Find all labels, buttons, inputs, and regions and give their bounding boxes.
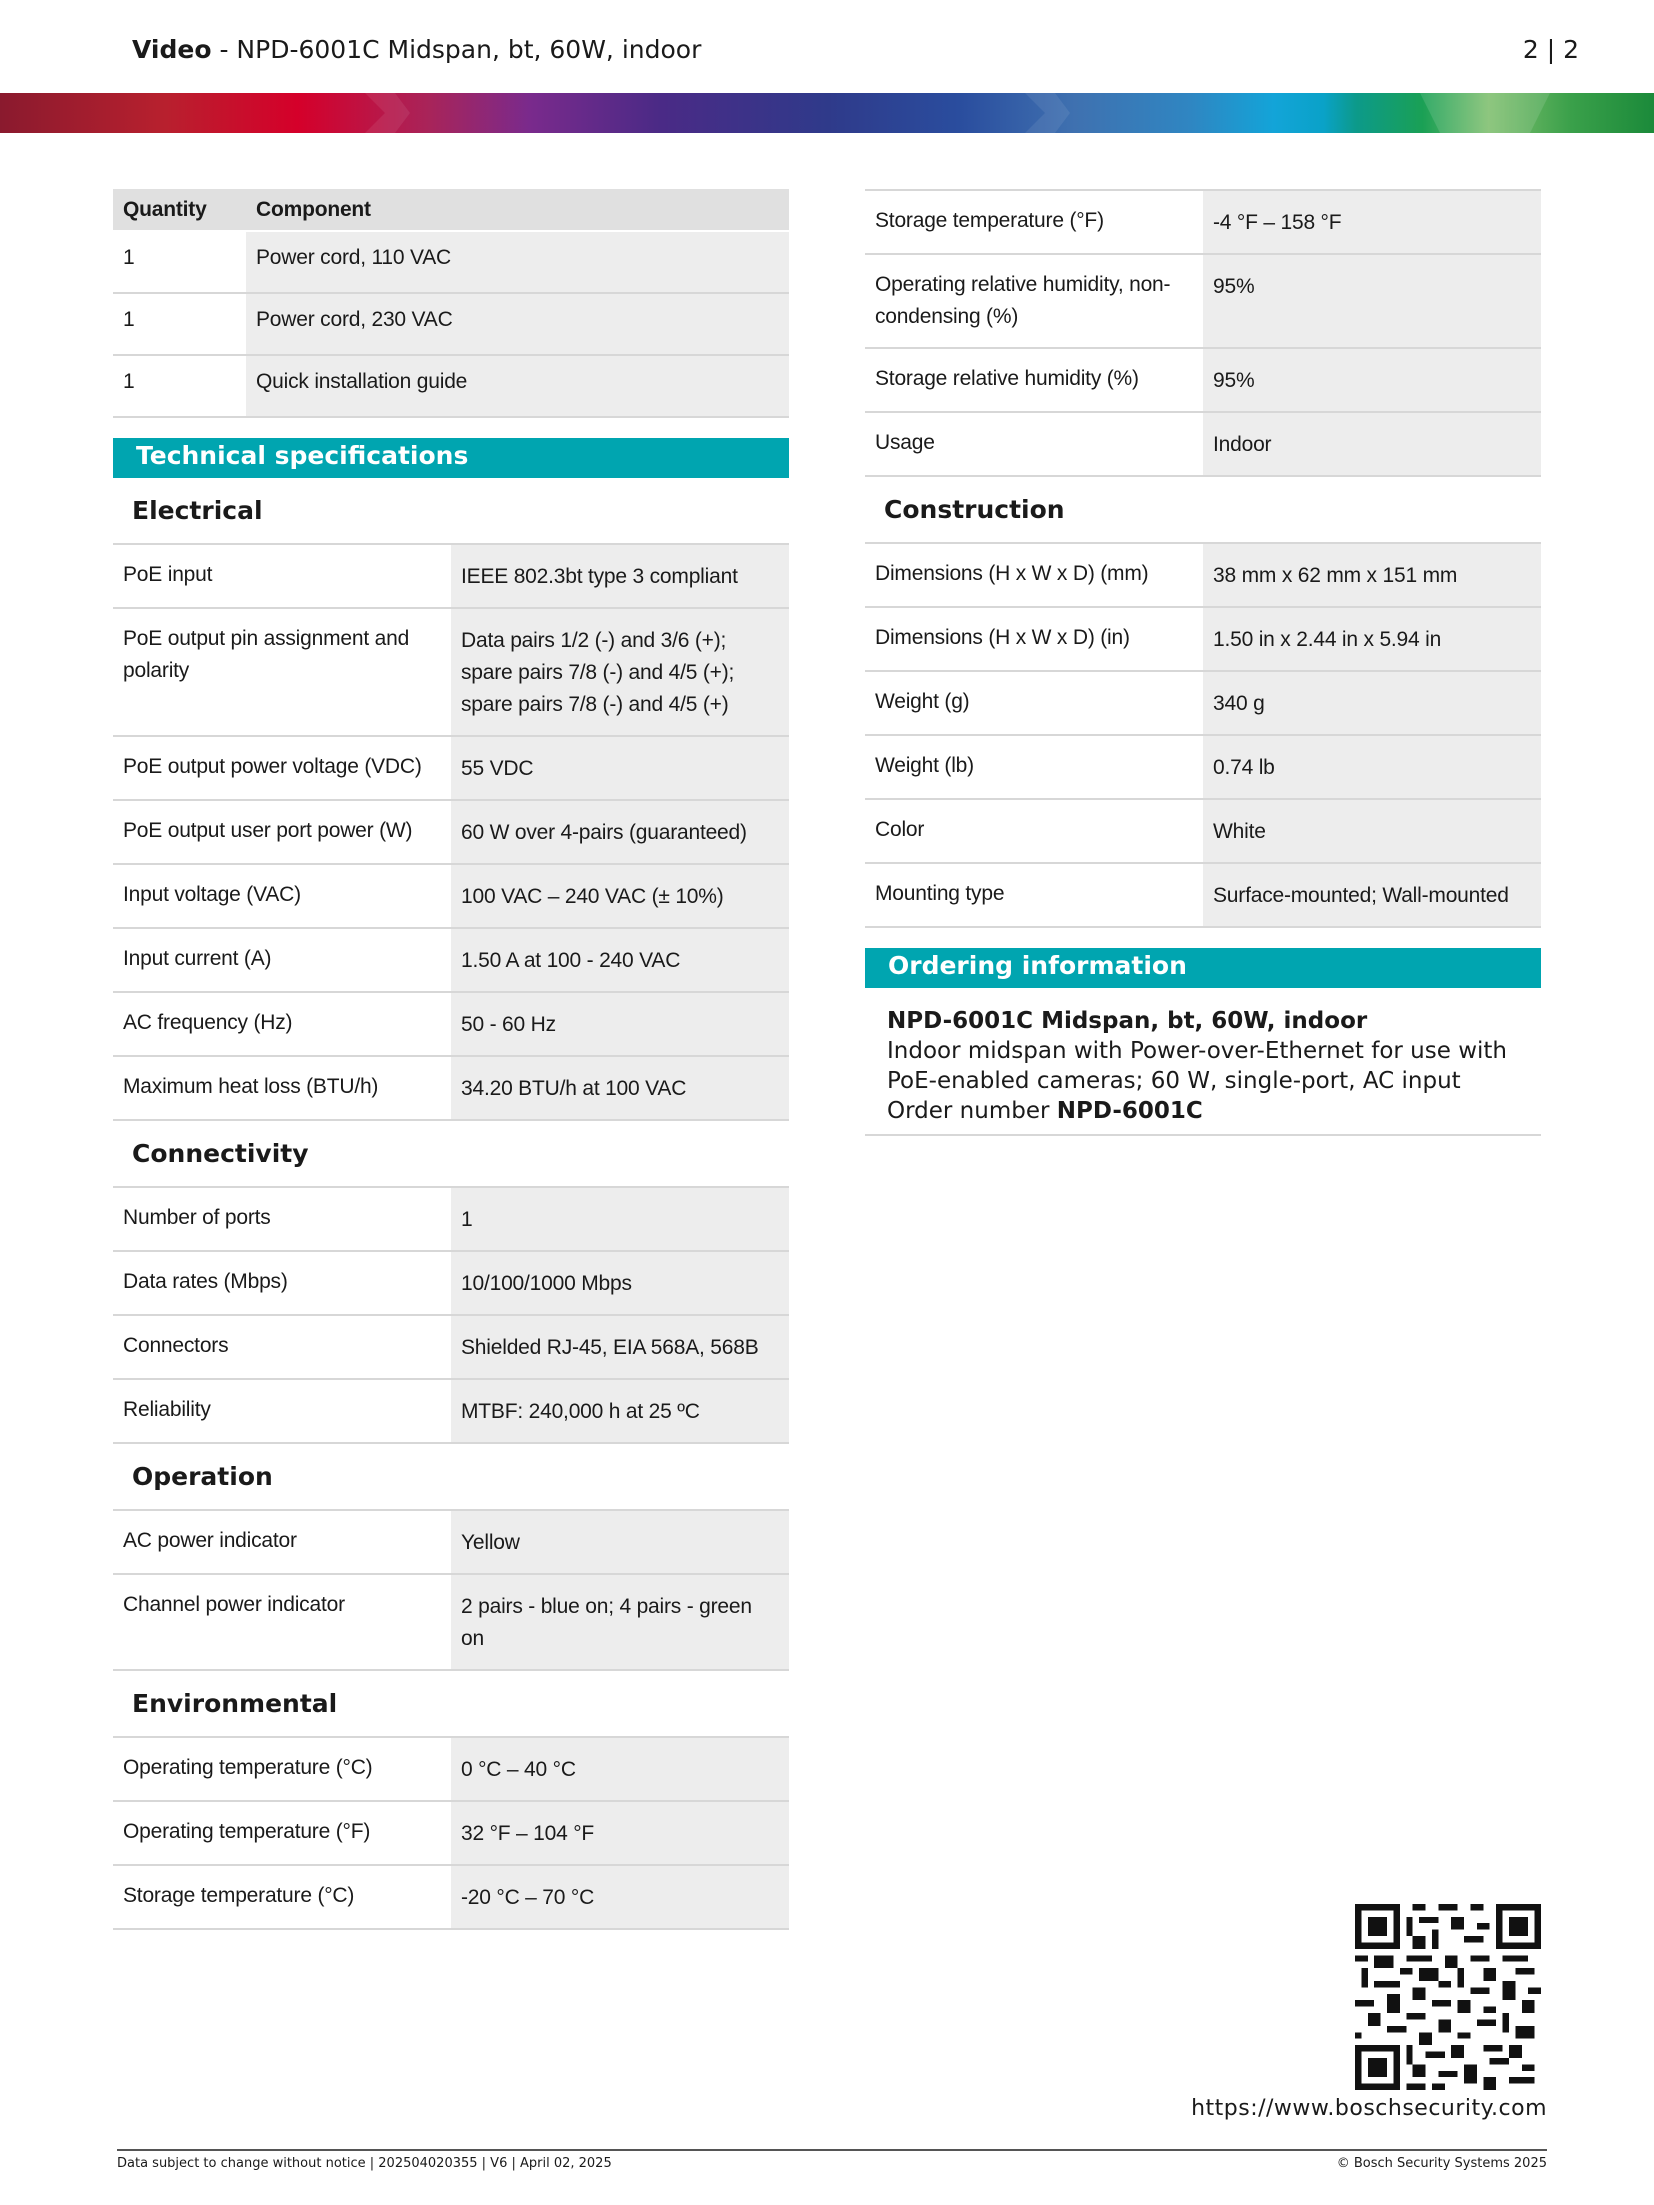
ordering-order-line (887, 1096, 1519, 1126)
spec-key: Storage temperature (°F) (865, 190, 1203, 254)
ordering-product-title: NPD-6001C Midspan, bt, 60W, indoor (887, 1008, 1368, 1034)
website-url[interactable]: https://www.boschsecurity.com (1191, 2096, 1547, 2121)
environmental-table (113, 1736, 789, 1930)
table-row (113, 1379, 789, 1443)
spec-value: 1 (451, 1187, 789, 1251)
ordering-information-heading: Ordering information (865, 948, 1541, 988)
quantity-cell: 1 (113, 355, 246, 417)
spec-value: 1.50 in x 2.44 in x 5.94 in (1203, 607, 1541, 671)
spec-key: Dimensions (H x W x D) (mm) (865, 543, 1203, 607)
table-row (113, 1056, 789, 1120)
table-row (113, 1865, 789, 1929)
spec-value: 0 °C – 40 °C (451, 1737, 789, 1801)
footer-copyright: © Bosch Security Systems 2025 (1336, 2156, 1547, 2171)
spec-value: 50 - 60 Hz (451, 992, 789, 1056)
footer-divider (117, 2149, 1547, 2151)
table-row (113, 231, 789, 293)
page-header (132, 35, 1579, 75)
operation-heading: Operation (132, 1462, 273, 1491)
spec-key: Operating temperature (°C) (113, 1737, 451, 1801)
components-table (113, 189, 789, 418)
table-row (113, 1251, 789, 1315)
order-number-label: Order number (887, 1098, 1057, 1124)
quantity-cell: 1 (113, 293, 246, 355)
spec-key: PoE input (113, 544, 451, 608)
spec-key: PoE output power voltage (VDC) (113, 736, 451, 800)
spec-key: Mounting type (865, 863, 1203, 927)
table-row (865, 543, 1541, 607)
ordering-description: Indoor midspan with Power-over-Ethernet for use with PoE-enabled cameras; 60 W, single-port, AC input (887, 1038, 1507, 1094)
spec-value: -20 °C – 70 °C (451, 1865, 789, 1929)
spec-value: 95% (1203, 254, 1541, 348)
left-column (113, 189, 789, 1930)
table-row (113, 736, 789, 800)
header-title: - NPD-6001C Midspan, bt, 60W, indoor (211, 35, 702, 64)
table-row (113, 1315, 789, 1379)
spec-key: Operating temperature (°F) (113, 1801, 451, 1865)
table-row (113, 1801, 789, 1865)
spec-key: Usage (865, 412, 1203, 476)
ordering-item (865, 988, 1541, 1136)
spec-key: Channel power indicator (113, 1574, 451, 1670)
spec-key: Input current (A) (113, 928, 451, 992)
spec-key: Storage relative humidity (%) (865, 348, 1203, 412)
table-row (865, 799, 1541, 863)
environmental-continued-table (865, 189, 1541, 477)
spec-key: AC frequency (Hz) (113, 992, 451, 1056)
spec-value: 340 g (1203, 671, 1541, 735)
spec-value: 0.74 lb (1203, 735, 1541, 799)
spec-value: MTBF: 240,000 h at 25 ºC (451, 1379, 789, 1443)
table-row (865, 671, 1541, 735)
spec-key: Operating relative humidity, non-condensing (%) (865, 254, 1203, 348)
spec-value: 38 mm x 62 mm x 151 mm (1203, 543, 1541, 607)
table-row (113, 293, 789, 355)
spec-value: Indoor (1203, 412, 1541, 476)
table-row (113, 928, 789, 992)
order-number: NPD-6001C (1056, 1098, 1203, 1124)
spec-key: Number of ports (113, 1187, 451, 1251)
table-row (113, 800, 789, 864)
spec-value: Data pairs 1/2 (-) and 3/6 (+); spare pairs 7/8 (-) and 4/5 (+); spare pairs 7/8 (-) and 4/5 (+) (451, 608, 789, 736)
quantity-cell: 1 (113, 231, 246, 293)
table-row (113, 1737, 789, 1801)
brand-color-band (0, 93, 1654, 133)
component-cell: Power cord, 230 VAC (246, 293, 789, 355)
qr-code-icon (1355, 1904, 1541, 2090)
quantity-header: Quantity (113, 189, 246, 231)
spec-value: 1.50 A at 100 - 240 VAC (451, 928, 789, 992)
spec-value: IEEE 802.3bt type 3 compliant (451, 544, 789, 608)
spec-value: Shielded RJ-45, EIA 568A, 568B (451, 1315, 789, 1379)
component-header: Component (246, 189, 789, 231)
spec-value: 60 W over 4-pairs (guaranteed) (451, 800, 789, 864)
spec-key: Weight (lb) (865, 735, 1203, 799)
spec-key: Connectors (113, 1315, 451, 1379)
spec-key: Dimensions (H x W x D) (in) (865, 607, 1203, 671)
spec-value: 95% (1203, 348, 1541, 412)
spec-key: Storage temperature (°C) (113, 1865, 451, 1929)
spec-value: Surface-mounted; Wall-mounted (1203, 863, 1541, 927)
spec-value: Yellow (451, 1510, 789, 1574)
table-row (865, 412, 1541, 476)
electrical-heading: Electrical (132, 496, 263, 525)
table-row (865, 348, 1541, 412)
technical-specifications-heading: Technical specifications (113, 438, 789, 478)
table-row (113, 1187, 789, 1251)
spec-key: Input voltage (VAC) (113, 864, 451, 928)
spec-value: 34.20 BTU/h at 100 VAC (451, 1056, 789, 1120)
page-number: 2 | 2 (1522, 35, 1579, 64)
construction-heading: Construction (884, 495, 1065, 524)
table-row (865, 607, 1541, 671)
operation-table (113, 1509, 789, 1671)
component-cell: Power cord, 110 VAC (246, 231, 789, 293)
table-row (113, 864, 789, 928)
connectivity-heading: Connectivity (132, 1139, 309, 1168)
spec-key: PoE output user port power (W) (113, 800, 451, 864)
table-row (113, 1574, 789, 1670)
table-row (865, 190, 1541, 254)
table-row (113, 355, 789, 417)
spec-key: PoE output pin assignment and polarity (113, 608, 451, 736)
component-cell: Quick installation guide (246, 355, 789, 417)
connectivity-table (113, 1186, 789, 1444)
header-category: Video (132, 35, 212, 64)
spec-value: 2 pairs - blue on; 4 pairs - green on (451, 1574, 789, 1670)
components-header-row (113, 189, 789, 231)
electrical-table (113, 543, 789, 1121)
spec-key: AC power indicator (113, 1510, 451, 1574)
spec-key: Reliability (113, 1379, 451, 1443)
table-row (865, 863, 1541, 927)
spec-value: 55 VDC (451, 736, 789, 800)
right-column (865, 189, 1541, 1136)
table-row (113, 544, 789, 608)
spec-value: White (1203, 799, 1541, 863)
spec-value: 32 °F – 104 °F (451, 1801, 789, 1865)
spec-value: 100 VAC – 240 VAC (± 10%) (451, 864, 789, 928)
table-row (865, 254, 1541, 348)
footer-notice: Data subject to change without notice | 202504020355 | V6 | April 02, 2025 (117, 2156, 612, 2171)
spec-value: -4 °F – 158 °F (1203, 190, 1541, 254)
spec-value: 10/100/1000 Mbps (451, 1251, 789, 1315)
environmental-heading: Environmental (132, 1689, 338, 1718)
spec-key: Color (865, 799, 1203, 863)
table-row (113, 608, 789, 736)
table-row (113, 1510, 789, 1574)
table-row (865, 735, 1541, 799)
spec-key: Maximum heat loss (BTU/h) (113, 1056, 451, 1120)
construction-table (865, 542, 1541, 928)
spec-key: Data rates (Mbps) (113, 1251, 451, 1315)
table-row (113, 992, 789, 1056)
spec-key: Weight (g) (865, 671, 1203, 735)
